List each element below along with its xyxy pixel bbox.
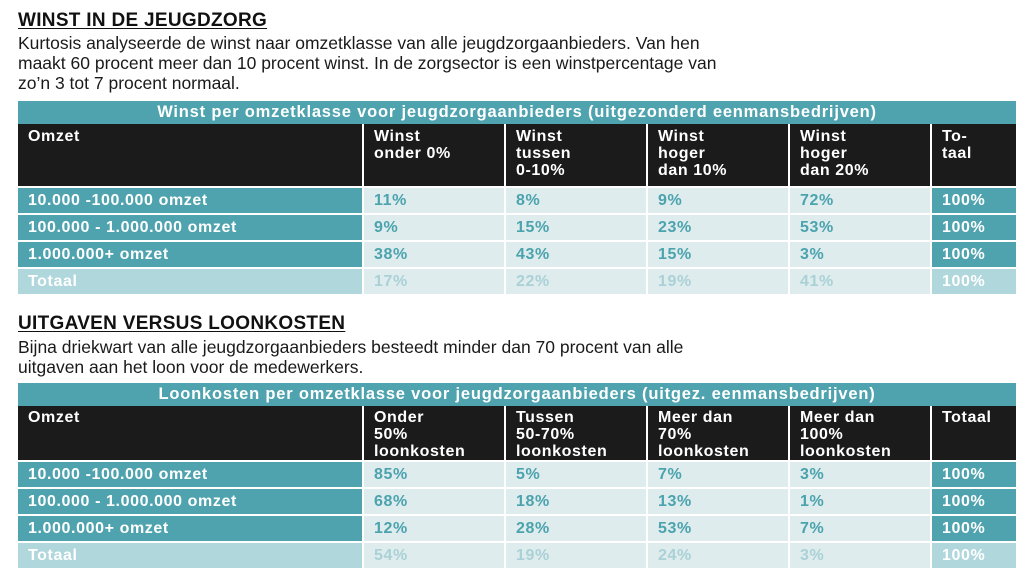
- section-heading: WINST IN DE JEUGDZORG: [18, 10, 268, 31]
- table-cell: 11%: [362, 186, 504, 213]
- table-header-row: [18, 406, 1016, 460]
- total-cell: 100%: [930, 514, 1016, 541]
- table-title-row: [18, 101, 1016, 124]
- row-label: Totaal: [18, 541, 362, 568]
- loonkosten-table: [18, 383, 1016, 568]
- column-header: Onder 50% loonkosten: [362, 406, 504, 460]
- column-header: Winst tussen 0-10%: [504, 124, 646, 186]
- table-cell: 22%: [504, 267, 646, 294]
- column-header: Tussen 50-70% loonkosten: [504, 406, 646, 460]
- table-cell: 9%: [646, 186, 788, 213]
- table-cell: 13%: [646, 487, 788, 514]
- intro-line: uitgaven aan het loon voor de medewerkers.: [18, 357, 364, 377]
- row-label: 1.000.000+ omzet: [18, 240, 362, 267]
- intro-paragraph: [18, 33, 1016, 93]
- table-cell: 38%: [362, 240, 504, 267]
- total-cell: 100%: [930, 240, 1016, 267]
- table-cell: 54%: [362, 541, 504, 568]
- table-cell: 19%: [646, 267, 788, 294]
- table-row: [18, 460, 1016, 487]
- table-cell: 24%: [646, 541, 788, 568]
- intro-line: Bijna driekwart van alle jeugdzorgaanbieders besteedt minder dan 70 procent van alle: [18, 337, 684, 357]
- table-cell: 53%: [788, 213, 930, 240]
- table-cell: 68%: [362, 487, 504, 514]
- row-label: 1.000.000+ omzet: [18, 514, 362, 541]
- table-cell: 8%: [504, 186, 646, 213]
- total-cell: 100%: [930, 213, 1016, 240]
- intro-line: zo’n 3 tot 7 procent normaal.: [18, 73, 240, 93]
- column-header: Winst hoger dan 20%: [788, 124, 930, 186]
- column-header: Omzet: [18, 124, 362, 186]
- table-cell: 5%: [504, 460, 646, 487]
- column-header: Meer dan 70% loonkosten: [646, 406, 788, 460]
- row-label: 100.000 - 1.000.000 omzet: [18, 487, 362, 514]
- table-cell: 12%: [362, 514, 504, 541]
- row-label: 100.000 - 1.000.000 omzet: [18, 213, 362, 240]
- section-heading: UITGAVEN VERSUS LOONKOSTEN: [18, 313, 346, 334]
- table-cell: 3%: [788, 460, 930, 487]
- column-header: Winst onder 0%: [362, 124, 504, 186]
- table-title: Winst per omzetklasse voor jeugdzorgaanbieders (uitgezonderd eenmansbedrijven): [18, 101, 1016, 124]
- table-cell: 15%: [646, 240, 788, 267]
- column-header: Totaal: [930, 406, 1016, 460]
- row-label: Totaal: [18, 267, 362, 294]
- section-winst: [18, 10, 1016, 294]
- table-cell: 28%: [504, 514, 646, 541]
- table-cell: 43%: [504, 240, 646, 267]
- table-total-row: [18, 267, 1016, 294]
- column-header: Meer dan 100% loonkosten: [788, 406, 930, 460]
- column-header: Winst hoger dan 10%: [646, 124, 788, 186]
- table-cell: 15%: [504, 213, 646, 240]
- table-cell: 72%: [788, 186, 930, 213]
- table-row: [18, 487, 1016, 514]
- table-title: Loonkosten per omzetklasse voor jeugdzorgaanbieders (uitgez. eenmansbedrijven): [18, 383, 1016, 406]
- table-header-row: [18, 124, 1016, 186]
- total-cell: 100%: [930, 267, 1016, 294]
- table-title-row: [18, 383, 1016, 406]
- table-cell: 9%: [362, 213, 504, 240]
- table-cell: 3%: [788, 541, 930, 568]
- table-total-row: [18, 541, 1016, 568]
- table-row: [18, 514, 1016, 541]
- column-header: Omzet: [18, 406, 362, 460]
- intro-paragraph: [18, 337, 1016, 377]
- intro-line: maakt 60 procent meer dan 10 procent winst. In de zorgsector is een winstpercentage van: [18, 53, 717, 73]
- total-cell: 100%: [930, 487, 1016, 514]
- table-cell: 18%: [504, 487, 646, 514]
- table-cell: 17%: [362, 267, 504, 294]
- table-cell: 7%: [646, 460, 788, 487]
- column-header: To- taal: [930, 124, 1016, 186]
- total-cell: 100%: [930, 460, 1016, 487]
- total-cell: 100%: [930, 541, 1016, 568]
- winst-table: [18, 101, 1016, 294]
- table-cell: 3%: [788, 240, 930, 267]
- table-cell: 7%: [788, 514, 930, 541]
- section-loonkosten: [18, 313, 1016, 568]
- table-row: [18, 213, 1016, 240]
- table-cell: 53%: [646, 514, 788, 541]
- table-cell: 23%: [646, 213, 788, 240]
- row-label: 10.000 -100.000 omzet: [18, 186, 362, 213]
- table-cell: 85%: [362, 460, 504, 487]
- table-row: [18, 240, 1016, 267]
- table-cell: 1%: [788, 487, 930, 514]
- table-row: [18, 186, 1016, 213]
- row-label: 10.000 -100.000 omzet: [18, 460, 362, 487]
- table-cell: 41%: [788, 267, 930, 294]
- table-cell: 19%: [504, 541, 646, 568]
- intro-line: Kurtosis analyseerde de winst naar omzetklasse van alle jeugdzorgaanbieders. Van hen: [18, 33, 700, 53]
- total-cell: 100%: [930, 186, 1016, 213]
